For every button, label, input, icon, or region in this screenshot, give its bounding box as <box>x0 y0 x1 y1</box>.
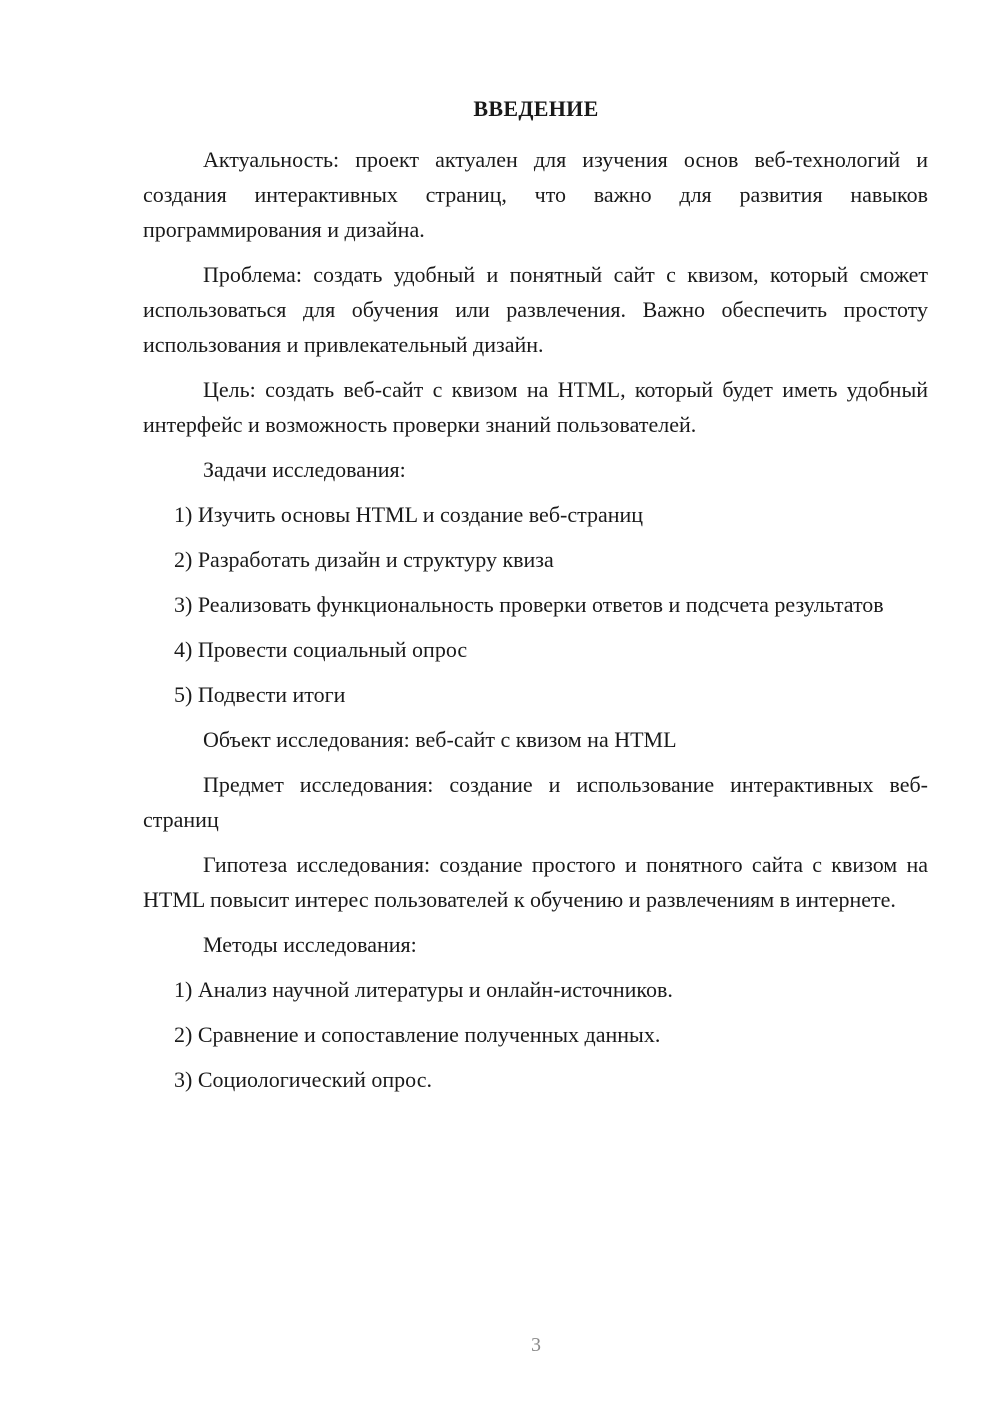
paragraph-object: Объект исследования: веб-сайт с квизом на HTML <box>203 727 677 752</box>
page-title: ВВЕДЕНИЕ <box>473 96 599 121</box>
paragraph-methods-heading: Методы исследования: <box>203 932 417 957</box>
method-item-3: 3) Социологический опрос. <box>174 1067 432 1092</box>
method-item-2: 2) Сравнение и сопоставление полученных данных. <box>174 1022 661 1047</box>
task-item-4: 4) Провести социальный опрос <box>174 637 468 662</box>
paragraph-subject: Предмет исследования: создание и использование интерактивных веб-страниц <box>143 772 928 832</box>
paragraph-relevance: Актуальность: проект актуален для изучения основ веб-технологий и создания интерактивных страниц, что важно для развития навыков программирования и дизайна. <box>143 147 928 242</box>
task-item-5: 5) Подвести итоги <box>174 682 346 707</box>
paragraph-problem: Проблема: создать удобный и понятный сайт с квизом, который сможет использоваться для обучения или развлечения. Важно обеспечить простоту использования и привлекательный дизайн. <box>143 262 928 357</box>
page-number: 3 <box>531 1334 541 1356</box>
body-text <box>143 142 928 1107</box>
paragraph-goal: Цель: создать веб-сайт с квизом на HTML, который будет иметь удобный интерфейс и возможность проверки знаний пользователей. <box>143 377 928 437</box>
task-item-1: 1) Изучить основы HTML и создание веб-страниц <box>174 502 644 527</box>
method-item-1: 1) Анализ научной литературы и онлайн-источников. <box>174 977 673 1002</box>
task-item-2: 2) Разработать дизайн и структуру квиза <box>174 547 554 572</box>
paragraph-tasks-heading: Задачи исследования: <box>203 457 406 482</box>
paragraph-hypothesis: Гипотеза исследования: создание простого и понятного сайта с квизом на HTML повысит интерес пользователей к обучению и развлечениям в интернете. <box>143 852 928 912</box>
task-item-3: 3) Реализовать функциональность проверки ответов и подсчета результатов <box>174 592 884 617</box>
